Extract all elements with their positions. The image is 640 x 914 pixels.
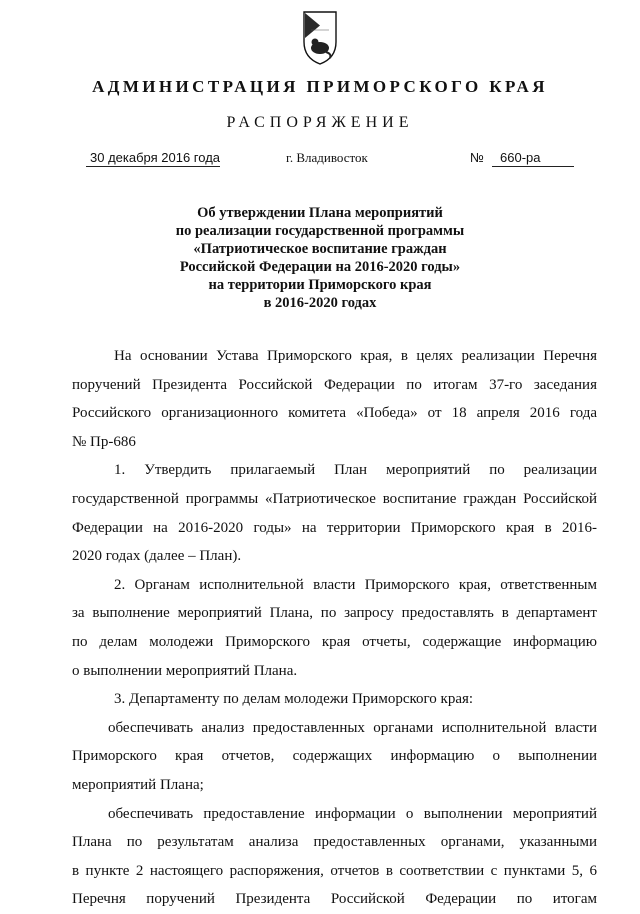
coat-of-arms-emblem (296, 8, 344, 66)
body-line: Плана по результатам анализа предоставленных органами, указанными (72, 834, 597, 851)
body-line: На основании Устава Приморского края, в целях реализации Перечня (114, 348, 597, 364)
number-label: № (470, 150, 484, 165)
body-line: 2. Органам исполнительной власти Приморского края, ответственным (114, 576, 597, 593)
body-line: о выполнении мероприятий Плана. (72, 662, 298, 679)
body-line: государственной программы «Патриотическое воспитание граждан Российской (72, 490, 597, 507)
body-line: № Пр-686 (72, 433, 136, 450)
body-line: 1. Утвердить прилагаемый План мероприятий по реализации (114, 462, 597, 479)
body-line: за выполнение мероприятий Плана, по запросу предоставлять в департамент (72, 605, 597, 622)
body-line: мероприятий Плана; (72, 776, 204, 793)
title-line: по реализации государственной программы (175, 223, 465, 239)
body-line: Приморского края отчетов, содержащих информацию о выполнении (72, 748, 597, 765)
document-date: 30 декабря 2016 года (90, 150, 221, 165)
body-line: поручений Президента Российской Федерации по итогам 37-го заседания (72, 376, 597, 393)
body-line: Федерации на 2016-2020 годы» на территории Приморского края в 2016- (72, 519, 597, 536)
document-number: 660-ра (500, 150, 541, 165)
body-line: по делам молодежи Приморского края отчеты, содержащие информацию (72, 633, 597, 650)
organization-name: АДМИНИСТРАЦИЯ ПРИМОРСКОГО КРАЯ (92, 77, 548, 96)
title-line: «Патриотическое воспитание граждан (193, 241, 447, 257)
body-line: Перечня поручений Президента Российской Федерации по итогам (72, 891, 597, 908)
body-line: 2020 годах (далее – План). (72, 548, 242, 565)
body-line: обеспечивать предоставление информации о выполнении мероприятий (108, 805, 597, 822)
document-title (100, 204, 540, 312)
body-line: Российского организационного комитета «Победа» от 18 апреля 2016 года (72, 405, 597, 422)
document-city: г. Владивосток (286, 150, 368, 165)
date-underline (86, 166, 220, 167)
body-line: 3. Департаменту по делам молодежи Приморского края: (114, 691, 474, 708)
body-line: в пункте 2 настоящего распоряжения, отчетов в соответствии с пунктами 5, 6 (72, 862, 597, 879)
title-line: на территории Приморского края (208, 277, 432, 293)
number-underline (492, 166, 574, 167)
document-type: РАСПОРЯЖЕНИЕ (226, 114, 414, 131)
title-line: Об утверждении Плана мероприятий (197, 205, 443, 221)
body-line: обеспечивать анализ предоставленных органами исполнительной власти (108, 719, 597, 736)
title-line: Российской Федерации на 2016-2020 годы» (179, 259, 461, 275)
document-body (72, 342, 597, 914)
title-line: в 2016-2020 годах (263, 295, 377, 311)
